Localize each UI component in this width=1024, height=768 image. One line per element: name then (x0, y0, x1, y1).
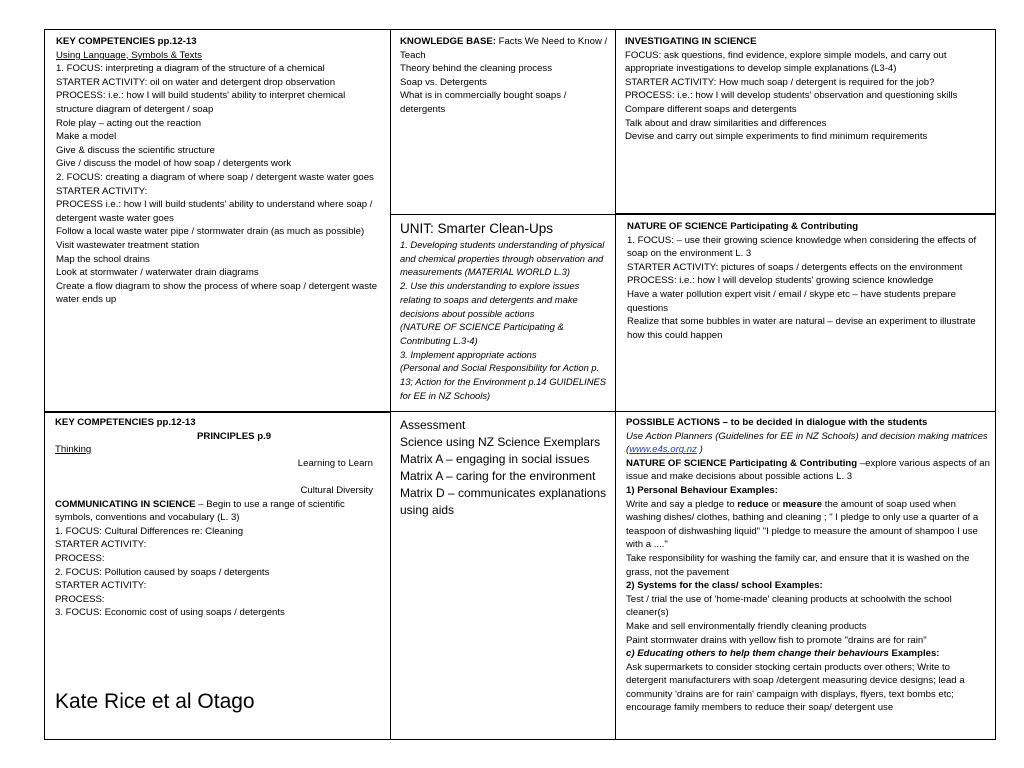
kc-top-line: Make a model (56, 131, 117, 143)
assessment-line: Science using NZ Science Exemplars (400, 435, 601, 449)
kc-top-subheading: Using Language, Symbols & Texts (56, 49, 202, 61)
kc-bottom-line: 2. FOCUS: Pollution caused by soaps / detergents (55, 566, 270, 578)
kc-top-line: 1. FOCUS: interpreting a diagram of the structure of a chemical (56, 63, 325, 75)
pledge-reduce: reduce (737, 498, 769, 510)
actions-systems-heading: 2) Systems for the class/ school Examples: (626, 580, 823, 592)
actions-planner (626, 430, 990, 457)
assessment-line: Assessment (400, 418, 466, 432)
kc-top-heading: KEY COMPETENCIES pp.12-13 (56, 36, 197, 47)
actions-nature-row (626, 457, 990, 484)
nature-line: 1. FOCUS: – use their growing science knowledge when considering the effects of soap on the environment L. 3 (627, 234, 977, 260)
pledge-or: or (768, 498, 783, 510)
nature-text (627, 220, 989, 342)
actions-systems-line: Test / trial the use of 'home-made' cleaning products at schoolwith the school cleaner(s) (626, 593, 952, 619)
actions-nature-rest: –explore various aspects of an issue and make decisions about possible actions L. 3 (626, 457, 990, 483)
kc-top-line: Visit wastewater treatment station (56, 239, 200, 251)
actions-heading: POSSIBLE ACTIONS – to be decided in dialogue with the students (626, 417, 928, 428)
kc-top-line: Look at stormwater / waterwater drain diagrams (56, 267, 259, 279)
pledge-measure: measure (782, 498, 823, 510)
knowledge-heading-rest: Facts We Need to Know / Teach (400, 36, 608, 61)
kc-bottom-line: STARTER ACTIVITY: (55, 539, 147, 551)
actions-educating-rest: Examples: (888, 648, 940, 660)
actions-planner-post: ) (696, 444, 703, 456)
kc-top-line: 2. FOCUS: creating a diagram of where soap / detergent waste water goes (56, 171, 374, 183)
unit-line: (NATURE OF SCIENCE Participating & Contributing L.3-4) (400, 321, 564, 346)
kc-top-line: PROCESS i.e.: how I will build students' ability to understand where soap / detergent waste water goes (56, 199, 373, 224)
unit-line: 2. Use this understanding to explore issues relating to soaps and detergents and make decisions about possible actions (400, 280, 580, 319)
kc-bottom-heading: KEY COMPETENCIES pp.12-13 (55, 417, 196, 428)
kc-bottom-line: STARTER ACTIVITY: (55, 580, 147, 592)
investigating-line: STARTER ACTIVITY: How much soap / detergent is required for the job? (625, 76, 935, 88)
knowledge-line: What is in commercially bought soaps / detergents (400, 90, 567, 115)
knowledge-line: Soap vs. Detergents (400, 76, 487, 88)
kc-bottom-principles: PRINCIPLES p.9 (197, 430, 272, 442)
unit-line: 3. Implement appropriate actions (400, 348, 537, 360)
assessment-line: Matrix A – engaging in social issues (400, 452, 590, 466)
kc-top-line: PROCESS: i.e.: how I will build students' ability to interpret chemical structure diagram of detergent / soap (56, 90, 346, 115)
pledge-text-2: the amount of soap used when washing dishes/ clothes, bathing and cleaning ; " I pledge to only use a quarter of a teaspoon of dishwashing liquid" "I pledge to measure the amount of shampoo I use with a ...." (626, 498, 979, 551)
actions-personal-car: Take responsibility for washing the family car, and ensure that it is washed on the grass, not the pavement (626, 552, 970, 578)
nature-line: PROCESS: i.e.: how I will develop students' growing science knowledge (627, 275, 934, 287)
kc-bottom-comm-heading: COMMUNICATING IN SCIENCE (55, 498, 196, 510)
pledge-text-1: Write and say a pledge to (626, 498, 738, 510)
investigating-line: PROCESS: i.e.: how I will develop students' observation and questioning skills (625, 90, 958, 102)
key-competencies-bottom-text (55, 416, 381, 620)
kc-top-line: Map the school drains (56, 253, 150, 265)
knowledge-heading-row (400, 35, 610, 62)
nature-line: STARTER ACTIVITY: pictures of soaps / detergents effects on the environment (627, 261, 963, 273)
kc-bottom-line: 1. FOCUS: Cultural Differences re: Cleaning (55, 525, 244, 537)
key-competencies-top-text (56, 35, 382, 307)
kc-bottom-comm-row (55, 498, 381, 525)
unit-title: UNIT: Smarter Clean-Ups (400, 221, 554, 236)
kc-top-line: STARTER ACTIVITY: (56, 185, 148, 197)
kc-top-line: Follow a local waste water pipe / stormwater drain (as much as possible) (56, 226, 365, 238)
e4s-link[interactable]: www.e4s.org.nz (629, 444, 697, 456)
unit-text (400, 220, 610, 410)
assessment-text (400, 417, 610, 519)
investigating-line: Devise and carry out simple experiments to find minimum requirements (625, 131, 928, 143)
nature-line: Have a water pollution expert visit / email / skype etc – have students prepare questions (627, 288, 957, 314)
unit-line: 1. Developing students understanding of physical and chemical properties through observation and measurements (MATERIAL WORLD L.3) (400, 239, 605, 278)
unit-line: (Personal and Social Responsibility for Action p. 13; Action for the Environment p.14 GUIDELINES for EE in NZ Schools) (400, 362, 607, 401)
kc-bottom-line: PROCESS: (55, 593, 105, 605)
kc-top-line: Create a flow diagram to show the process of where soap / detergent waste water ends up (56, 280, 378, 306)
kc-top-line: Give & discuss the scientific structure (56, 144, 215, 156)
actions-systems-line: Paint stormwater drains with yellow fish to promote "drains are for rain" (626, 634, 927, 646)
knowledge-line: Theory behind the cleaning process (400, 63, 552, 75)
kc-bottom-line: 3. FOCUS: Economic cost of using soaps / detergents (55, 607, 285, 619)
actions-personal-heading: 1) Personal Behaviour Examples: (626, 484, 778, 496)
kc-top-line: STARTER ACTIVITY: oil on water and detergent drop observation (56, 76, 336, 88)
actions-personal-pledge (626, 498, 990, 552)
investigating-line: Talk about and draw similarities and differences (625, 117, 827, 129)
investigating-heading: INVESTIGATING IN SCIENCE (625, 36, 757, 47)
kc-bottom-cultural: Cultural Diversity (300, 484, 373, 496)
investigating-text (625, 35, 987, 144)
kc-top-line: Role play – acting out the reaction (56, 117, 202, 129)
author-credit: Kate Rice et al Otago (55, 690, 255, 713)
kc-bottom-learning: Learning to Learn (297, 457, 373, 469)
nature-line: Realize that some bubbles in water are natural – devise an experiment to illustrate how this could happen (627, 316, 976, 341)
nature-heading: NATURE OF SCIENCE Participating & Contributing (627, 221, 859, 232)
knowledge-heading: KNOWLEDGE BASE: (400, 36, 496, 47)
kc-top-line: Give / discuss the model of how soap / detergents work (56, 158, 292, 170)
actions-educating-text: Ask supermarkets to consider stocking certain products over others; Write to detergent manufacturers with soap /detergent measuring device designs; lead a community 'drains are for rain' campaign with displays, flyers, text bombs etc; encourage family members to reduce their soap/ detergent use (626, 661, 965, 714)
investigating-line: Compare different soaps and detergents (625, 103, 797, 115)
kc-bottom-thinking: Thinking (55, 444, 92, 456)
actions-educating-heading: c) Educating others to help them change their behaviours (626, 648, 889, 660)
assessment-line: Matrix D – communicates explanations using aids (400, 486, 607, 517)
actions-educating-row (626, 647, 990, 661)
assessment-line: Matrix A – caring for the environment (400, 469, 596, 483)
actions-systems-line: Make and sell environmentally friendly cleaning products (626, 620, 867, 632)
kc-bottom-comm-rest: – Begin to use a range of scientific symbols, conventions and vocabulary (L. 3) (55, 498, 345, 524)
kc-bottom-spacer (55, 470, 381, 484)
actions-planner-pre: Use Action Planners (Guidelines for EE in NZ Schools) and decision making matrices ( (626, 430, 988, 456)
knowledge-base-text (400, 35, 610, 117)
kc-bottom-line: PROCESS: (55, 552, 105, 564)
actions-nature-heading: NATURE OF SCIENCE Participating & Contributing (626, 457, 858, 469)
possible-actions-text (626, 416, 990, 715)
investigating-line: FOCUS: ask questions, find evidence, explore simple models, and carry out appropriate investigations to develop simple explanations (L3-4) (625, 49, 947, 75)
